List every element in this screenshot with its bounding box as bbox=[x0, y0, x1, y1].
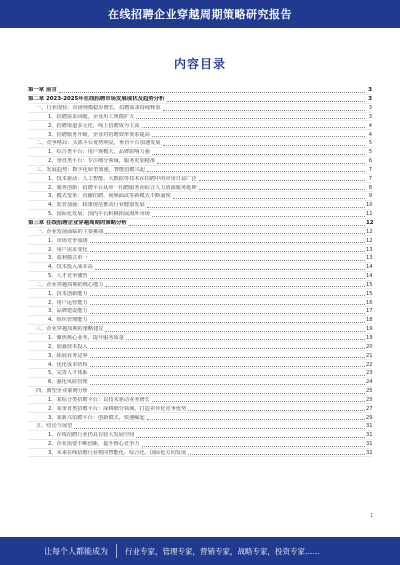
toc-entry[interactable] bbox=[28, 378, 372, 387]
toc-entry-label: 4、技术投入成本高 bbox=[48, 264, 93, 271]
toc-entry-page: 31 bbox=[366, 432, 373, 439]
toc-entry-page: 23 bbox=[366, 370, 373, 377]
toc-entry[interactable] bbox=[28, 325, 372, 334]
toc-entry[interactable] bbox=[28, 130, 372, 139]
dot-leader bbox=[163, 140, 365, 146]
toc-entry[interactable] bbox=[28, 210, 372, 219]
dot-leader bbox=[129, 220, 365, 226]
toc-entry-label: 2、加强技术投入 bbox=[48, 343, 88, 350]
toc-entry[interactable] bbox=[28, 307, 372, 316]
toc-entry-page: 14 bbox=[366, 264, 373, 271]
dot-leader bbox=[188, 405, 365, 411]
toc-entry-label: 二、企业穿越周期的核心能力 bbox=[36, 281, 104, 288]
toc-entry-label: 第一章 前言 bbox=[28, 87, 57, 94]
dot-leader bbox=[157, 158, 365, 164]
toc-entry-page: 16 bbox=[366, 299, 373, 306]
footer-bar bbox=[0, 537, 400, 565]
dot-leader bbox=[95, 264, 365, 270]
dot-leader bbox=[142, 122, 366, 128]
dot-leader bbox=[90, 237, 365, 243]
toc-entry-label: 4、优化成本结构 bbox=[48, 361, 88, 368]
dot-leader bbox=[90, 361, 365, 367]
toc-entry[interactable] bbox=[28, 422, 372, 431]
toc-entry-label: 2、服务创新：招聘平台从单一招聘服务向综合人力资源服务延伸 bbox=[48, 184, 197, 191]
toc-entry-label: 1、聚焦核心业务，提升服务质量 bbox=[48, 334, 124, 341]
footer-slogan: 让每个人都能成为 bbox=[44, 546, 108, 556]
dot-leader bbox=[147, 166, 365, 172]
toc-entry[interactable] bbox=[28, 396, 372, 405]
dot-leader bbox=[90, 308, 365, 314]
toc-entry-label: 2、企业需要不断创新，提升核心竞争力 bbox=[48, 441, 140, 448]
toc-entry-page: 18 bbox=[366, 317, 373, 324]
toc-entry-label: 3、招聘服务升级，企业对招聘效率要求提高 bbox=[48, 131, 150, 138]
toc-entry-label: 一、企业发展面临的主要挑战 bbox=[36, 228, 104, 235]
toc-entry-label: 2、用户需求变化 bbox=[48, 246, 88, 253]
toc-entry[interactable] bbox=[28, 104, 372, 113]
toc-entry-label: 3、品牌建设能力 bbox=[48, 308, 88, 315]
toc-entry-label: 3、某新兴招聘平台：创新模式，快速崛起 bbox=[48, 414, 145, 421]
toc-entry[interactable] bbox=[28, 334, 372, 343]
dot-leader bbox=[105, 326, 365, 332]
dot-leader bbox=[90, 273, 365, 279]
toc-entry[interactable] bbox=[28, 183, 372, 192]
toc-entry[interactable] bbox=[28, 201, 372, 210]
toc-entry-label: 第二章 2023-2025年在线招聘市场发展现状及趋势分析 bbox=[28, 96, 165, 103]
toc-entry-page: 3 bbox=[368, 96, 372, 103]
dot-leader bbox=[90, 290, 365, 296]
toc-entry[interactable] bbox=[28, 387, 372, 396]
toc-entry-label: 1、某综合类招聘平台：以技术驱动业务增长 bbox=[48, 396, 150, 403]
report-title: 在线招聘企业穿越周期策略研究报告 bbox=[108, 8, 292, 21]
toc-entry-page: 29 bbox=[366, 414, 373, 421]
toc-entry-label: 3、未来在线招聘行业将向智能化、综合化、国际化方向发展 bbox=[48, 449, 187, 456]
page-number: 1 bbox=[370, 513, 374, 519]
toc-entry[interactable] bbox=[28, 245, 372, 254]
toc-entry-label: 1、市场竞争加剧 bbox=[48, 237, 88, 244]
footer-divider bbox=[116, 544, 117, 558]
toc-entry-page: 15 bbox=[366, 290, 373, 297]
footer-tagline: 行业专家，管理专家，营销专家，战略专家，投资专家…… bbox=[125, 546, 320, 556]
toc-entry-page: 20 bbox=[366, 343, 373, 350]
dot-leader bbox=[59, 87, 365, 93]
toc-entry-label: 五、结论与展望 bbox=[36, 423, 73, 430]
toc-entry-label: 6、强化风险管理 bbox=[48, 379, 88, 386]
toc-entry-label: 四、典型企业案例分析 bbox=[36, 388, 88, 395]
toc-entry[interactable] bbox=[28, 148, 372, 157]
dot-leader bbox=[90, 379, 365, 385]
toc-entry-page: 8 bbox=[368, 184, 372, 191]
toc-entry[interactable] bbox=[28, 95, 372, 104]
toc-entry-label: 2、某垂直类招聘平台：深耕细分领域，打造差异化竞争优势 bbox=[48, 405, 187, 412]
toc-entry-page: 4 bbox=[368, 131, 372, 138]
dot-leader bbox=[105, 281, 365, 287]
toc-entry-page: 12 bbox=[366, 220, 374, 226]
toc-entry[interactable] bbox=[28, 342, 372, 351]
dot-leader bbox=[142, 441, 366, 447]
toc-entry[interactable] bbox=[28, 351, 372, 360]
dot-leader bbox=[136, 113, 365, 119]
toc-entry-label: 一、行业现状：市场规模稳步增长，招聘需求持续释放 bbox=[36, 105, 161, 112]
toc-entry-label: 5、国际化发展：国内平台积极拓展海外市场 bbox=[48, 211, 150, 218]
dot-leader bbox=[90, 388, 365, 394]
toc-entry[interactable] bbox=[28, 219, 372, 228]
toc-entry-label: 二、竞争格局：头部平台优势明显，垂直平台加速发展 bbox=[36, 140, 161, 147]
toc-entry-page: 13 bbox=[366, 246, 373, 253]
toc-entry[interactable] bbox=[28, 449, 372, 458]
toc-entry[interactable] bbox=[28, 298, 372, 307]
toc-entry-page: 5 bbox=[368, 149, 372, 156]
toc-entry[interactable] bbox=[28, 404, 372, 413]
dot-leader bbox=[152, 149, 365, 155]
dot-leader bbox=[147, 414, 365, 420]
toc-entry-page: 31 bbox=[366, 441, 373, 448]
toc-entry-page: 11 bbox=[366, 211, 373, 218]
toc-entry[interactable] bbox=[28, 431, 372, 440]
dot-leader bbox=[199, 184, 365, 190]
toc-entry[interactable] bbox=[28, 360, 372, 369]
toc-entry-page: 3 bbox=[368, 105, 372, 112]
toc-entry[interactable] bbox=[28, 369, 372, 378]
toc-entry-page: 31 bbox=[366, 423, 373, 430]
toc-entry[interactable] bbox=[28, 113, 372, 122]
toc-entry-page: 32 bbox=[366, 449, 373, 456]
toc-entry-page: 25 bbox=[366, 396, 373, 403]
dot-leader bbox=[90, 370, 365, 376]
dot-leader bbox=[90, 246, 365, 252]
toc-entry-label: 2、垂直类平台：专注细分领域，服务更加精准 bbox=[48, 158, 156, 165]
toc-entry-page: 7 bbox=[368, 175, 372, 182]
toc-entry-label: 3、模式变革：直播招聘、视频面试等新模式不断涌现 bbox=[48, 193, 171, 200]
toc-entry-page: 19 bbox=[366, 334, 373, 341]
toc-entry-label: 1、招聘需求回暖，企业用工规模扩大 bbox=[48, 113, 135, 120]
toc-entry-label: 三、发展趋势：数字化转型加速，智能招聘兴起 bbox=[36, 166, 145, 173]
toc-entry-page: 3 bbox=[368, 87, 372, 94]
toc-entry[interactable] bbox=[28, 139, 372, 148]
toc-entry-page: 5 bbox=[368, 140, 372, 147]
dot-leader bbox=[199, 175, 365, 181]
toc-entry-label: 三、企业穿越周期的策略建议 bbox=[36, 326, 104, 333]
toc-entry-page: 17 bbox=[366, 308, 373, 315]
toc-entry-page: 25 bbox=[366, 388, 373, 395]
dot-leader bbox=[90, 255, 365, 261]
toc-entry-label: 4、组织管理能力 bbox=[48, 317, 88, 324]
toc-entry-label: 2、用户运营能力 bbox=[48, 299, 88, 306]
toc-entry-page: 24 bbox=[366, 379, 373, 386]
dot-leader bbox=[74, 423, 365, 429]
toc-entry-page: 19 bbox=[366, 326, 373, 333]
toc-entry-label: 3、盈利模式单一 bbox=[48, 255, 88, 262]
toc-entry[interactable] bbox=[28, 157, 372, 166]
toc-entry-page: 21 bbox=[366, 352, 373, 359]
toc-entry-label: 5、人才竞争激烈 bbox=[48, 273, 88, 280]
toc-entry-label: 第三章 在线招聘企业穿越周期的策略分析 bbox=[28, 220, 127, 226]
toc-entry-page: 12 bbox=[366, 237, 373, 244]
dot-leader bbox=[152, 131, 365, 137]
dot-leader bbox=[173, 193, 365, 199]
toc-entry[interactable] bbox=[28, 281, 372, 290]
toc-entry[interactable] bbox=[28, 192, 372, 201]
toc-entry-page: 7 bbox=[368, 166, 372, 173]
dot-leader bbox=[105, 228, 365, 234]
toc-title: 内容目录 bbox=[173, 57, 226, 71]
dot-leader bbox=[136, 432, 365, 438]
toc-entry-label: 3、拓展业务边界 bbox=[48, 352, 88, 359]
toc-entry-page: 9 bbox=[368, 193, 372, 200]
toc-entry[interactable] bbox=[28, 263, 372, 272]
toc-entry-page: 15 bbox=[366, 281, 373, 288]
toc-entry[interactable] bbox=[28, 228, 372, 237]
toc-entry-page: 12 bbox=[366, 228, 373, 235]
toc-entry[interactable] bbox=[28, 86, 372, 95]
toc-entry-label: 1、技术驱动：人工智能、大数据等技术在招聘中的应用日益广泛 bbox=[48, 175, 197, 182]
table-of-contents bbox=[28, 86, 372, 457]
dot-leader bbox=[90, 317, 365, 323]
dot-leader bbox=[163, 105, 365, 111]
toc-entry[interactable] bbox=[28, 440, 372, 449]
dot-leader bbox=[90, 352, 365, 358]
dot-leader bbox=[152, 396, 365, 402]
toc-entry[interactable] bbox=[28, 121, 372, 130]
toc-entry-page: 6 bbox=[368, 158, 372, 165]
toc-entry-page: 10 bbox=[366, 202, 373, 209]
toc-entry-page: 14 bbox=[366, 273, 373, 280]
dot-leader bbox=[90, 299, 365, 305]
dot-leader bbox=[152, 211, 365, 217]
toc-entry[interactable] bbox=[28, 272, 372, 281]
dot-leader bbox=[167, 96, 365, 102]
toc-entry[interactable] bbox=[28, 166, 372, 175]
toc-entry-label: 1、技术创新能力 bbox=[48, 290, 88, 297]
dot-leader bbox=[147, 202, 365, 208]
toc-entry[interactable] bbox=[28, 413, 372, 422]
toc-entry-page: 3 bbox=[368, 113, 372, 120]
toc-entry-page: 4 bbox=[368, 122, 372, 129]
header-bar bbox=[0, 0, 400, 28]
toc-entry[interactable] bbox=[28, 316, 372, 325]
toc-entry-page: 13 bbox=[366, 255, 373, 262]
dot-leader bbox=[126, 334, 365, 340]
dot-leader bbox=[188, 449, 365, 455]
toc-entry[interactable] bbox=[28, 174, 372, 183]
toc-entry[interactable] bbox=[28, 254, 372, 263]
toc-entry[interactable] bbox=[28, 289, 372, 298]
toc-entry-label: 1、在线招聘行业仍具有较大发展空间 bbox=[48, 432, 135, 439]
toc-entry-label: 2、招聘渠道多元化，线上招聘成为主流 bbox=[48, 122, 140, 129]
toc-entry-label: 1、综合类平台：用户规模大，品牌影响力强 bbox=[48, 149, 150, 156]
toc-entry-page: 27 bbox=[366, 405, 373, 412]
toc-entry-label: 5、完善人才体系 bbox=[48, 370, 88, 377]
dot-leader bbox=[90, 343, 365, 349]
toc-entry-label: 4、监管加强：政策规范推动行业健康发展 bbox=[48, 202, 145, 209]
toc-entry[interactable] bbox=[28, 236, 372, 245]
toc-entry-page: 22 bbox=[366, 361, 373, 368]
